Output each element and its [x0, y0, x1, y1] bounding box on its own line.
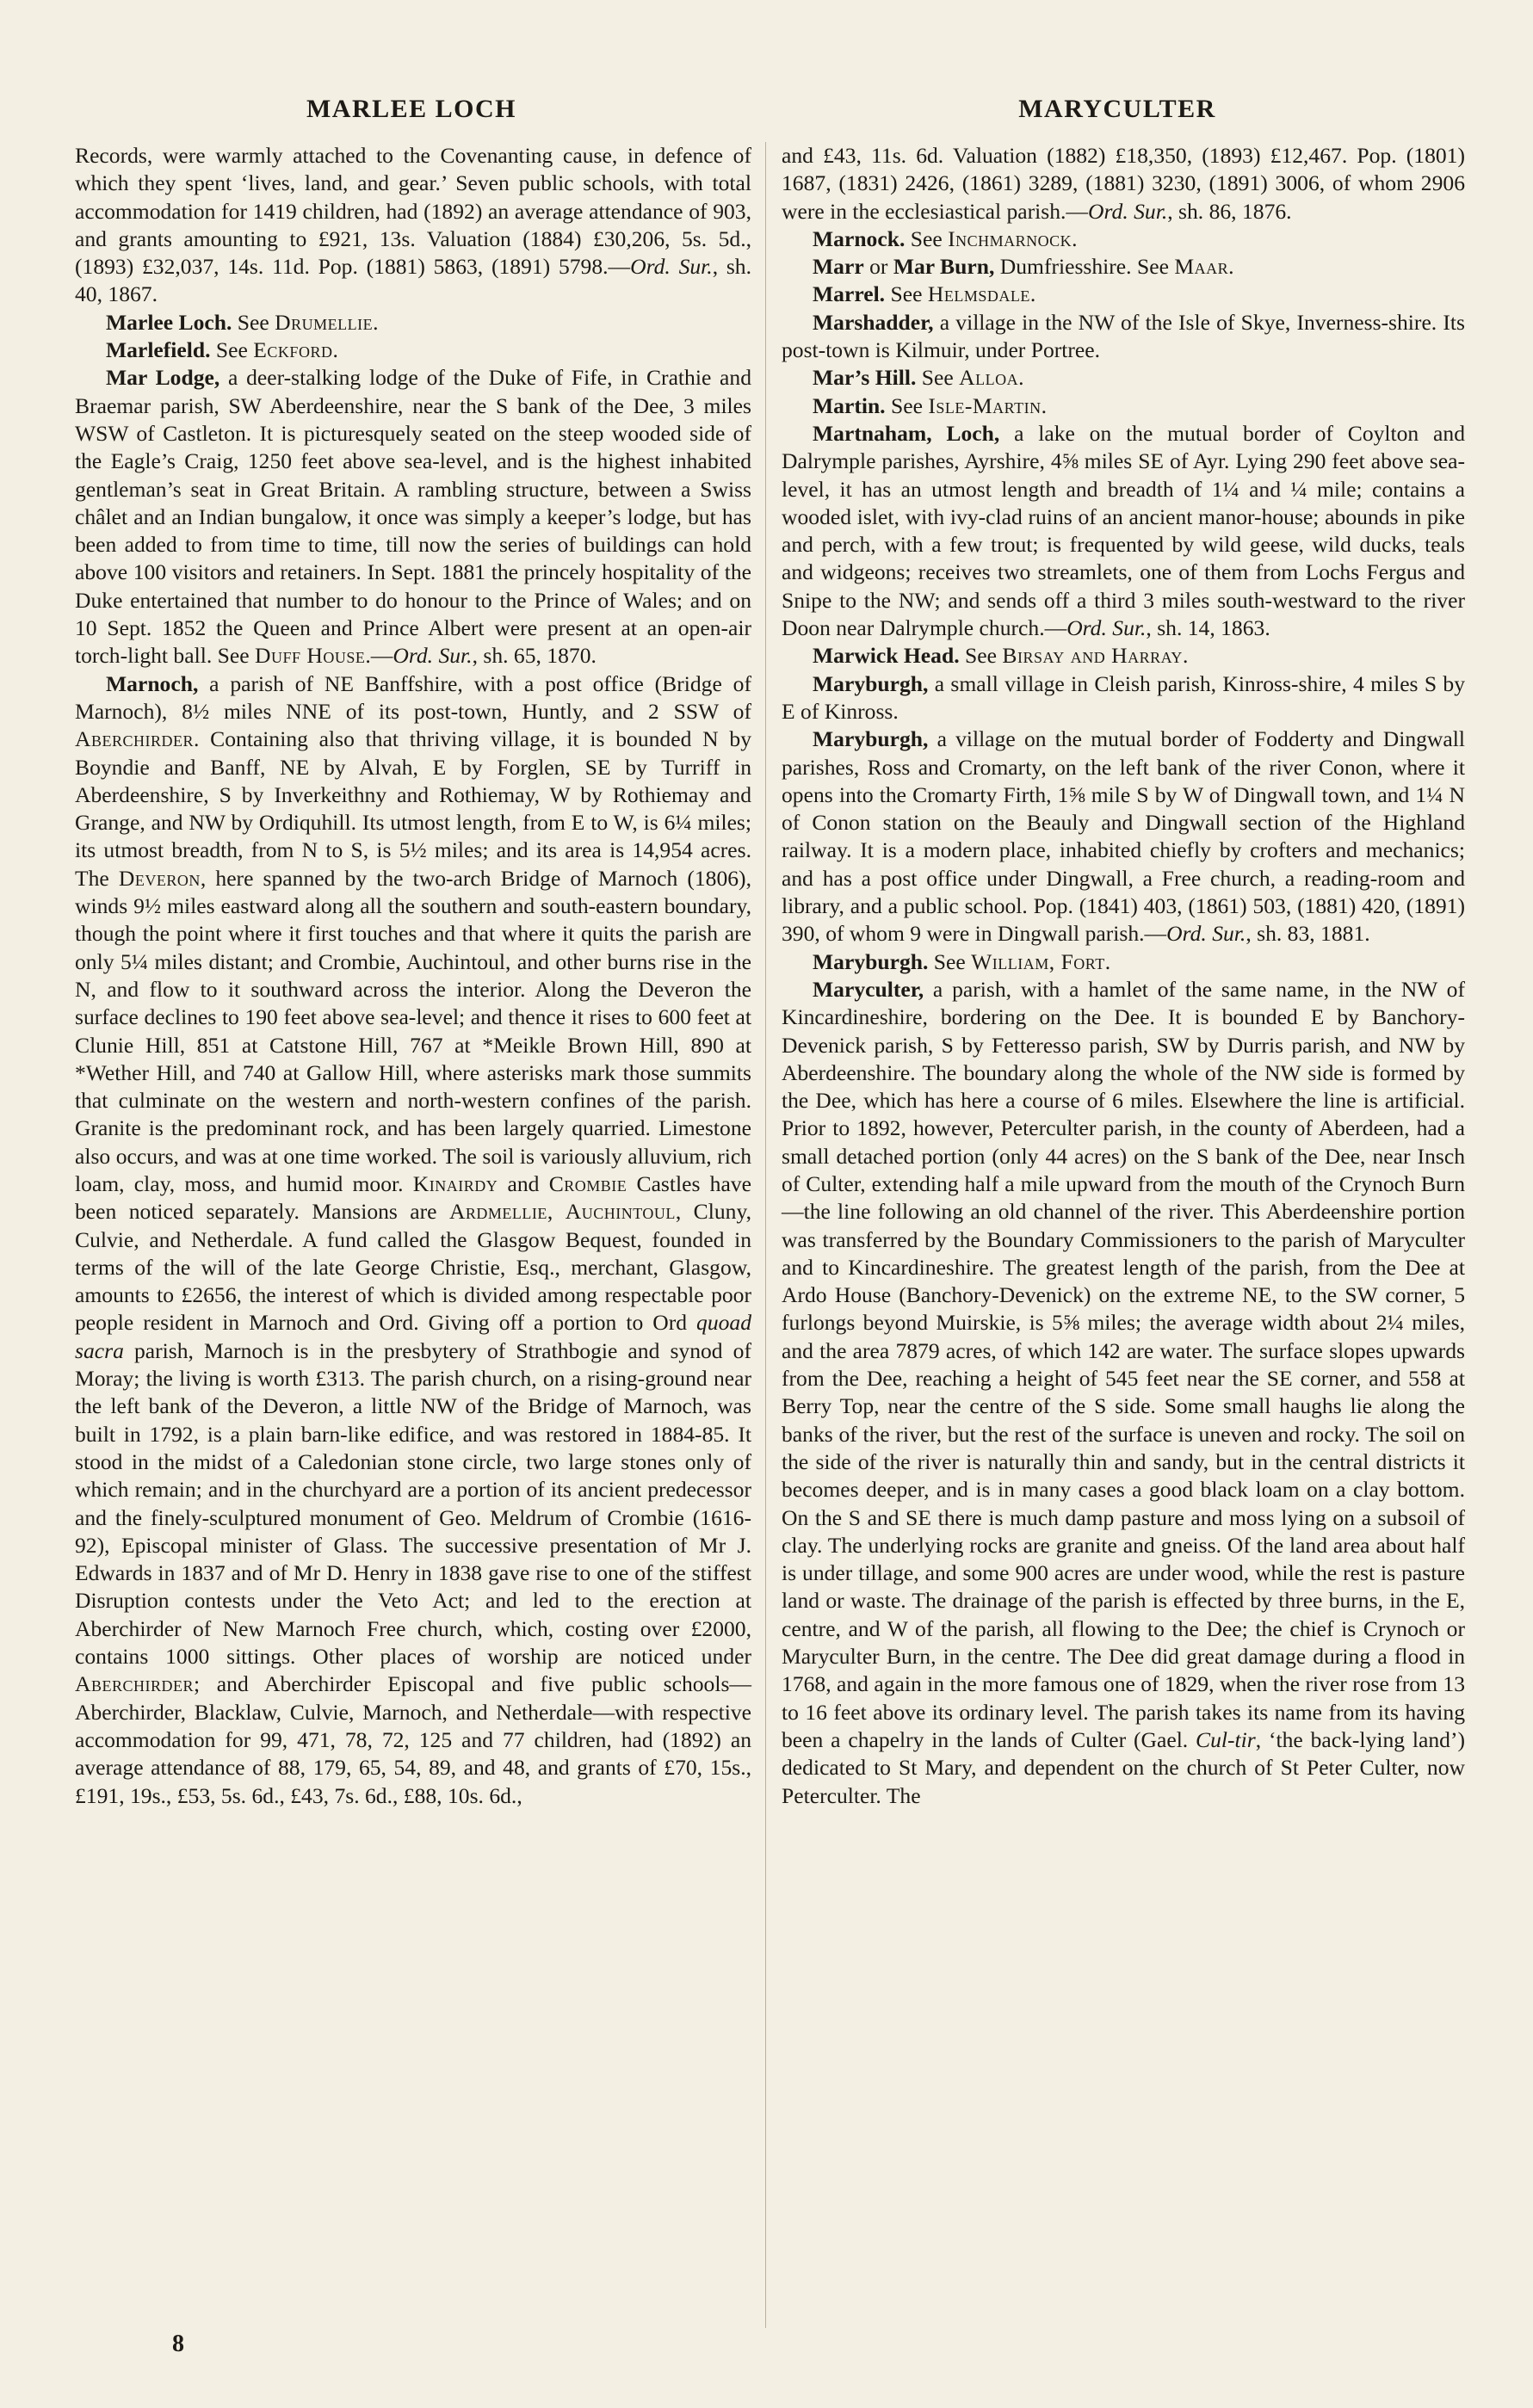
entry-text: Castles have been noticed separately. Mansions are [75, 1170, 751, 1225]
cross-reference: Crombie [548, 1170, 627, 1196]
entry-text: , ‘the back-lying land’) dedicated to St Mary, and dependent on the church of St Peter Culter, now Peterculter. The [782, 1726, 1465, 1808]
entry-text: , Cluny, Culvie, and Netherdale. A fund called the Glasgow Bequest, founded in terms of the will of the late George Christie, Esq., merchant, Glasgow, amounts to £2656, the interest of which is divided among respectable poor people resident in Marnoch and Ord. Giving off a portion to Ord [75, 1199, 751, 1336]
cross-reference: Alloa [959, 365, 1019, 391]
entry-headword: Mar’s Hill. [813, 365, 917, 391]
entry-headword: Marlee Loch. [106, 309, 232, 335]
cross-reference: Kinairdy [412, 1170, 498, 1196]
entry-text: a village in the NW of the Isle of Skye, Inverness-shire. Its post-town is Kilmuir, under Portree. [782, 309, 1465, 363]
entry-paragraph [75, 142, 751, 309]
cross-reference: Aberchirder [75, 726, 194, 752]
cross-reference: Aberchirder [75, 1671, 194, 1697]
entry-headword: Mar Burn, [893, 254, 995, 280]
entry-text: See [232, 309, 275, 335]
entry-paragraph [782, 948, 1465, 976]
entry-text: . [1228, 254, 1234, 280]
entry-headword: Marwick Head. [813, 643, 960, 669]
running-head-left: MARLEE LOCH [306, 95, 517, 123]
entry-paragraph [782, 725, 1465, 948]
entry-headword: Marrel. [813, 281, 886, 307]
entry-text: See [905, 225, 949, 251]
entry-text: Records, were warmly attached to the Covenanting cause, in defence of which they spent ‘lives, land, and gear.’ Seven public schools, with total accommodation for 1419 children, had (1892) an average attendance of 903, and grants amounting to £921, 13s. Valuation (1884) £30,206, 5s. 5d., (1893) £32,037, 14s. 11d. Pop. (1881) 5863, (1891) 5798.— [75, 143, 751, 280]
entry-paragraph [782, 364, 1465, 392]
entry-text: a village on the mutual border of Fodderty and Dingwall parishes, Ross and Cromarty, on the left bank of the river Conon, where it opens into the Cromarty Firth, 1⅝ mile S by W of Dingwall town, and 1¼ N of Conon station on the Beauly and Dingwall section of the Highland railway. It is a modern place, inhabited chiefly by crofters and mechanics; and has a post office under Dingwall, a Free church, a reading-room and library, and a public school. Pop. (1841) 403, (1861) 503, (1881) 420, (1891) 390, of whom 9 were in Dingwall parish.— [782, 726, 1465, 947]
entry-paragraph [782, 142, 1465, 225]
entry-paragraph [782, 976, 1465, 1810]
entry-text: . [373, 309, 379, 335]
entry-paragraph [782, 309, 1465, 365]
entry-headword: Marnock. [813, 225, 906, 251]
entry-headword: Martin. [813, 392, 886, 418]
italic-text: Ord. Sur. [1166, 921, 1246, 947]
entry-text: See [928, 948, 972, 974]
italic-text: Ord. Sur. [630, 254, 713, 280]
entry-headword: Maryburgh. [813, 948, 929, 974]
entry-headword: Marr [813, 254, 864, 280]
entry-text: See [885, 281, 928, 307]
entry-text: , sh. 14, 1863. [1146, 615, 1270, 641]
entry-text: . [1182, 643, 1189, 669]
entry-text: .— [365, 643, 393, 669]
entry-headword: Martnaham, Loch, [813, 420, 1000, 446]
entry-text: See [885, 392, 929, 418]
entry-text: ; and Aberchirder Episcopal and five public schools—Aberchirder, Blacklaw, Culvie, Marnoch, and Netherdale—with respective accommodation for 99, 471, 78, 72, 125 and 77 children, had (1892) an average attendance of 88, 179, 65, 54, 89, and 48, and grants of £70, 15s., £191, 19s., £53, 5s. 6d., £43, 7s. 6d., £88, 10s. 6d., [75, 1671, 751, 1808]
entry-text: a deer-stalking lodge of the Duke of Fife, in Crathie and Braemar parish, SW Aberdeenshire, near the S bank of the Dee, 3 miles WSW of Castleton. It is picturesquely seated on the steep wooded side of the Eagle’s Craig, 1250 feet above sea-level, and is the highest inhabited gentleman’s seat in Great Britain. A rambling structure, between a Swiss châlet and an Indian bungalow, it once was simply a keeper’s lodge, but has been added to from time to time, till now the series of buildings can hold above 100 visitors and retainers. In Sept. 1881 the princely hospitality of the Duke entertained that number to do honour to the Prince of Wales; and on 10 Sept. 1852 the Queen and Prince Albert were present at an open-air torch-light ball. See [75, 365, 752, 669]
entry-text: a lake on the mutual border of Coylton and Dalrymple parishes, Ayrshire, 4⅝ miles SE of Ayr. Lying 290 feet above sea-level, it has an utmost length and breadth of 1¼ and ¼ mile; contains a wooded islet, with ivy-clad ruins of an ancient manor-house; abounds in pike and perch, with a few trout; is frequented by wild geese, wild ducks, teals and widgeons; receives two streamlets, one of them from Lochs Fergus and Snipe to the NW; and sends off a third 3 miles south-westward to the river Doon near Dalrymple church.— [782, 420, 1465, 641]
italic-text: Ord. Sur. [393, 643, 473, 669]
entry-headword: Maryburgh, [813, 726, 929, 752]
entry-paragraph [782, 642, 1465, 670]
entry-text: and £43, 11s. 6d. Valuation (1882) £18,350, (1893) £12,467. Pop. (1801) 1687, (1831) 2426, (1861) 3289, (1881) 3230, (1891) 3006, of whom 2906 were in the ecclesiastical parish.— [782, 143, 1465, 224]
page-number: 8 [172, 2331, 184, 2357]
cross-reference: Maar [1174, 254, 1229, 280]
entry-paragraph [75, 337, 751, 364]
entry-paragraph [782, 670, 1465, 726]
entry-headword: Marnoch, [106, 670, 199, 696]
entry-text: See [210, 337, 254, 363]
entry-paragraph [782, 281, 1465, 308]
entry-text: . [1041, 392, 1047, 418]
entry-text: , sh. 65, 1870. [472, 643, 597, 669]
entry-headword: Maryburgh, [813, 670, 929, 696]
cross-reference: Eckford [253, 337, 333, 363]
entry-headword: Mar Lodge, [106, 365, 220, 391]
italic-text: Ord. Sur. [1066, 615, 1147, 641]
entry-paragraph [782, 420, 1465, 642]
entry-paragraph [782, 392, 1465, 420]
entry-text: , [547, 1199, 566, 1225]
cross-reference: Birsay and Harray [1002, 643, 1183, 669]
column-divider [765, 142, 766, 2328]
cross-reference: Inchmarnock [948, 225, 1072, 251]
entry-text: See [959, 643, 1003, 669]
cross-reference: Auchintoul [565, 1199, 676, 1225]
entry-text: , sh. 83, 1881. [1246, 921, 1370, 947]
right-column [782, 142, 1465, 1810]
italic-text: Ord. Sur. [1088, 198, 1168, 224]
entry-text: parish, Marnoch is in the presbytery of Strathbogie and synod of Moray; the living is worth £313. The parish church, on a rising-ground near the left bank of the Deveron, a little NW of the Bridge of Marnoch, was built in 1792, is a plain barn-like edifice, and was restored in 1884-85. It stood in the midst of a Caledonian stone circle, two large stones only of which remain; and in the churchyard are a portion of its ancient predecessor and the finely-sculptured monument of Geo. Meldrum of Crombie (1616-92), Episcopal minister of Glass. The successive presentation of Mr J. Edwards in 1837 and of Mr D. Henry in 1838 gave rise to one of the stiffest Disruption contests under the Veto Act; and led to the erection at Aberchirder of New Marnoch Free church, which, costing over £2000, contains 1000 sittings. Other places of worship are noticed under [75, 1337, 751, 1670]
entry-text: . [332, 337, 338, 363]
running-head-right: MARYCULTER [1018, 95, 1216, 123]
cross-reference: Drumellie [275, 309, 374, 335]
entry-text: Dumfriesshire. See [994, 254, 1175, 280]
entry-text: or [863, 254, 893, 280]
italic-text: Cul-tir [1196, 1726, 1256, 1752]
entry-text: . [1018, 365, 1024, 391]
cross-reference: William, Fort [971, 948, 1105, 974]
entry-headword: Maryculter, [813, 976, 924, 1002]
entry-text: . Containing also that thriving village, it is bounded N by Boyndie and Banff, NE by Alvah, E by Forglen, SE by Turriff in Aberdeenshire, S by Inverkeithny and Rothiemay, W by Rothiemay and Grange, and NW by Ordiquhill. Its utmost length, from E to W, is 6¼ miles; its utmost breadth, from N to S, is 5½ miles; and its area is 14,954 acres. The [75, 726, 751, 891]
entry-text: , sh. 86, 1876. [1167, 198, 1292, 224]
entry-text: , here spanned by the two-arch Bridge of Marnoch (1806), winds 9½ miles eastward along all the southern and south-eastern boundary, though the point where it first touches and that where it quits the parish are only 5¼ miles distant; and Crombie, Auchintoul, and other burns rise in the N, and flow to it southward across the interior. Along the Deveron the surface declines to 190 feet above sea-level; and thence it rises to 600 feet at Clunie Hill, 851 at Catstone Hill, 767 at *Meikle Brown Hill, 890 at *Wether Hill, and 740 at Gallow Hill, where asterisks mark those summits that culminate on the western and north-western confines of the parish. Granite is the predominant rock, and has been largely quarried. Limestone also occurs, and was at one time worked. The soil is variously alluvium, rich loam, clay, moss, and humid moor. [75, 865, 751, 1196]
entry-paragraph [782, 253, 1465, 281]
entry-paragraph [75, 364, 751, 670]
left-column [75, 142, 751, 1810]
entry-text: a small village in Cleish parish, Kinross-shire, 4 miles S by E of Kinross. [782, 670, 1465, 724]
cross-reference: Duff House [254, 643, 366, 669]
entry-text: a parish of NE Banffshire, with a post office (Bridge of Marnoch), 8½ miles NNE of its post-town, Huntly, and 2 SSW of [75, 670, 751, 724]
entry-text: a parish, with a hamlet of the same name, in the NW of Kincardineshire, bordering on the Dee. It is bounded E by Banchory-Devenick parish, S by Fetteresso parish, SW by Durris parish, and NW by Aberdeenshire. The boundary along the whole of the NW side is formed by the Dee, which has here a course of 6 miles. Elsewhere the line is artificial. Prior to 1892, however, Peterculter parish, in the county of Aberdeen, had a small detached portion (only 44 acres) on the S bank of the Dee, near Insch of Culter, extending half a mile upward from the mouth of the Crynoch Burn—the line following an old channel of the river. This Aberdeenshire portion was transferred by the Boundary Commissioners to the parish of Maryculter and to Kincardineshire. The greatest length of the parish, from the Dee at Ardo House (Banchory-Devenick) on the extreme NE, to the SW corner, 5 furlongs beyond Muirskie, is 5⅝ miles; the average width about 2¼ miles, and the area 7879 acres, of which 142 are water. The surface slopes upwards from the Dee, reaching a height of 545 feet near the SE corner, and 558 at Berry Top, near the centre of the S side. Some small haughs lie along the banks of the river, but the rest of the surface is uneven and rocky. The soil on the side of the river is naturally thin and sandy, but in the central districts it becomes deeper, and is in many cases a good black loam on a clay bottom. On the S and SE there is much damp pasture and moss lying on a subsoil of clay. The underlying rocks are granite and gneiss. Of the land area about half is under tillage, and some 900 acres are under wood, while the rest is pasture land or waste. The drainage of the parish is effected by three burns, in the E, centre, and W of the parish, all flowing to the Dee; the chief is Crynoch or Maryculter Burn, in the centre. The Dee did great damage during a flood in 1768, and again in the more famous one of 1829, when the river rose from 13 to 16 feet above its ordinary level. The parish takes its name from its having been a chapelry in the lands of Culter (Gael. [782, 976, 1465, 1752]
entry-text: See [916, 365, 960, 391]
entry-paragraph [75, 670, 751, 1810]
entry-text: . [1072, 225, 1078, 251]
entry-text: . [1029, 281, 1036, 307]
entry-headword: Marlefield. [106, 337, 211, 363]
entry-text: , sh. 40, 1867. [75, 254, 751, 307]
cross-reference: Deveron [118, 865, 201, 891]
cross-reference: Ardmellie [448, 1199, 547, 1225]
entry-text: and [498, 1170, 549, 1196]
italic-text: quoad sacra [75, 1310, 751, 1363]
cross-reference: Helmsdale [927, 281, 1030, 307]
entry-paragraph [782, 225, 1465, 253]
entry-text: . [1104, 948, 1111, 974]
cross-reference: Isle-Martin [928, 392, 1042, 418]
entry-paragraph [75, 309, 751, 337]
entry-headword: Marshadder, [813, 309, 934, 335]
